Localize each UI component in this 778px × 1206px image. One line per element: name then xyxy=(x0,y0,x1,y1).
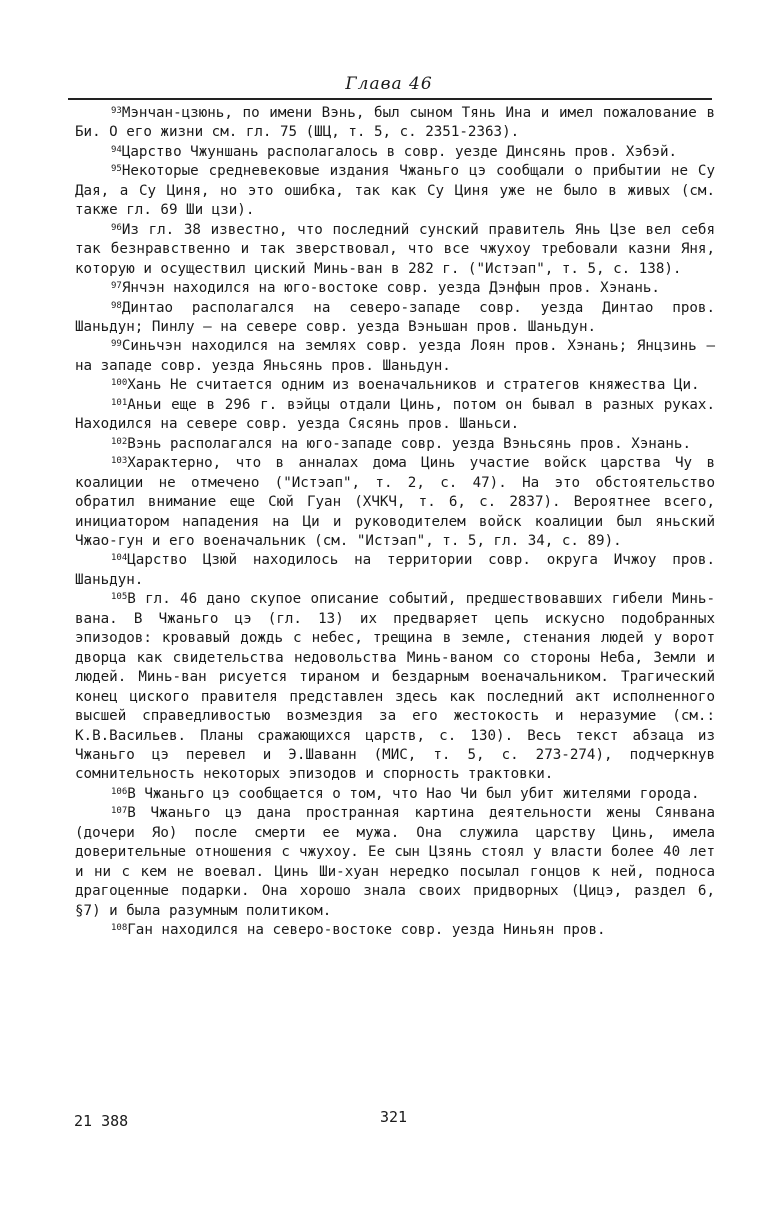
footnote-number: 96 xyxy=(111,222,122,233)
footnote-number: 95 xyxy=(111,164,122,175)
footnote-number: 105 xyxy=(111,592,128,603)
footnote-text: Царство Цзюй находилось на территории совр. округа Ичжоу пров. Шаньдун. xyxy=(75,552,715,588)
footnote-text: Хань Не считается одним из военачальников и стратегов княжества Ци. xyxy=(127,377,700,394)
footnote-number: 99 xyxy=(111,339,122,350)
footnote-number: 106 xyxy=(111,786,128,797)
footnote xyxy=(75,279,715,298)
footnote-text: В гл. 46 дано скупое описание событий, предшествовавших гибели Минь-вана. В Чжаньго цэ (гл. 13) их предваряет цепь искусно подобранных эпизодов: кровавый дождь с небес, трещина в земле, стенания людей у ворот дворца как свидетельства недовольства Минь-ваном со стороны Неба, Земли и людей. Минь-ван рисуется тираном и бездарным военачальником. Трагический конец циского правителя представлен здесь как последний акт исполненного высшей справедливостью возмездия за его жестокость и неразумие (см.: К.В.Васильев. Планы сражающихся царств, с. 130). Весь текст абзаца из Чжаньго цэ перевел и Э.Шаванн (МИС, т. 5, с. 273-274), подчеркнув сомнительность некоторых эпизодов и спорность трактовки. xyxy=(75,591,715,783)
footnote xyxy=(75,454,715,551)
footnote-text: Вэнь располагался на юго-западе совр. уезда Вэньсянь пров. Хэнань. xyxy=(127,435,692,452)
page-header: Глава 46 xyxy=(345,74,433,94)
footnote-number: 103 xyxy=(111,456,128,467)
header-rule xyxy=(68,98,712,100)
footnote xyxy=(75,162,715,220)
footnote-text: Синьчэн находился на землях совр. уезда Лоян пров. Хэнань; Янцзинь — на западе совр. уезда Яньсянь пров. Шаньдун. xyxy=(75,338,715,374)
footnote-text: Из гл. 38 известно, что последний сунский правитель Янь Цзе вел себя так безнравственно и так зверствовал, что все чжухоу требовали казни Яня, которую и осуществил циский Минь-ван в 282 г. ("Истэап", т. 5, с. 138). xyxy=(75,221,715,277)
footnote-number: 104 xyxy=(111,553,128,564)
footnote-number: 101 xyxy=(111,397,128,408)
printer-signature: 21 388 xyxy=(74,1112,129,1130)
footnote xyxy=(75,396,715,435)
footnote xyxy=(75,551,715,590)
footnote-text: Мэнчан-цзюнь, по имени Вэнь, был сыном Тянь Ина и имел пожалование в Би. О его жизни см. гл. 75 (ШЦ, т. 5, с. 2351-2363). xyxy=(75,105,715,141)
footnote-text: Динтао располагался на северо-западе совр. уезда Динтао пров. Шаньдун; Пинлу — на севере совр. уезда Вэньшан пров. Шаньдун. xyxy=(75,299,715,335)
footnote xyxy=(75,435,715,454)
footnote-text: В Чжаньго цэ дана пространная картина деятельности жены Сянвана (дочери Яо) после смерти ее мужа. Она служила царству Цинь, имела доверительные отношения с чжухоу. Ее сын Цзянь стоял у власти более 40 лет и ни с кем не воевал. Цинь Ши-хуан нередко посылал гонцов к ней, подноса драгоценные подарки. Она хорошо знала своих придворных (Цицэ, раздел 6, §7) и была разумным политиком. xyxy=(75,805,715,919)
footnote-text: В Чжаньго цэ сообщается о том, что Нао Чи был убит жителями города. xyxy=(127,785,700,802)
footnote-number: 100 xyxy=(111,378,128,389)
footnote xyxy=(75,376,715,395)
footnote-number: 93 xyxy=(111,106,122,116)
footnote-number: 98 xyxy=(111,300,122,311)
footnote-number: 97 xyxy=(111,281,122,292)
footnote-text: Царство Чжуншань располагалось в совр. уезде Динсянь пров. Хэбэй. xyxy=(121,143,678,160)
footnote xyxy=(75,921,715,940)
footnote-text: Аньи еще в 296 г. вэйцы отдали Цинь, потом он бывал в разных руках. Находился на севере совр. уезда Сясянь пров. Шаньси. xyxy=(75,396,715,433)
footnote xyxy=(75,104,715,143)
footnote xyxy=(75,590,715,785)
footnote xyxy=(75,221,715,279)
footnote xyxy=(75,143,715,162)
notes-body xyxy=(75,104,715,940)
footnote xyxy=(75,337,715,376)
footnote xyxy=(75,785,715,804)
footnote-text: Янчэн находился на юго-востоке совр. уезда Дэнфын пров. Хэнань. xyxy=(121,280,660,297)
footnote-text: Некоторые средневековые издания Чжаньго цэ сообщали о прибытии не Су Дая, а Су Циня, но это ошибка, так как Су Циня уже не было в живых (см. также гл. 69 Ши цзи). xyxy=(75,163,715,219)
footnote-text: Характерно, что в анналах дома Цинь участие войск царства Чу в коалиции не отмечено ("Истэап", т. 2, с. 47). На это обстоятельство обратил внимание еще Сюй Гуан (ХЧКЧ, т. 6, с. 2837). Вероятнее всего, инициатором нападения на Ци и руководителем войск коалиции был яньский Чжао-гун и его военачальник (см. "Истэап", т. 5, гл. 34, с. 89). xyxy=(75,455,715,549)
footnote-number: 108 xyxy=(111,923,128,934)
footnote-number: 94 xyxy=(111,144,122,155)
page-number: 321 xyxy=(380,1108,408,1126)
footnote xyxy=(75,804,715,921)
footnote-number: 107 xyxy=(111,806,128,817)
footnote-number: 102 xyxy=(111,436,128,447)
footnote-text: Ган находился на северо-востоке совр. уезда Ниньян пров. xyxy=(127,922,606,939)
footnote xyxy=(75,299,715,338)
